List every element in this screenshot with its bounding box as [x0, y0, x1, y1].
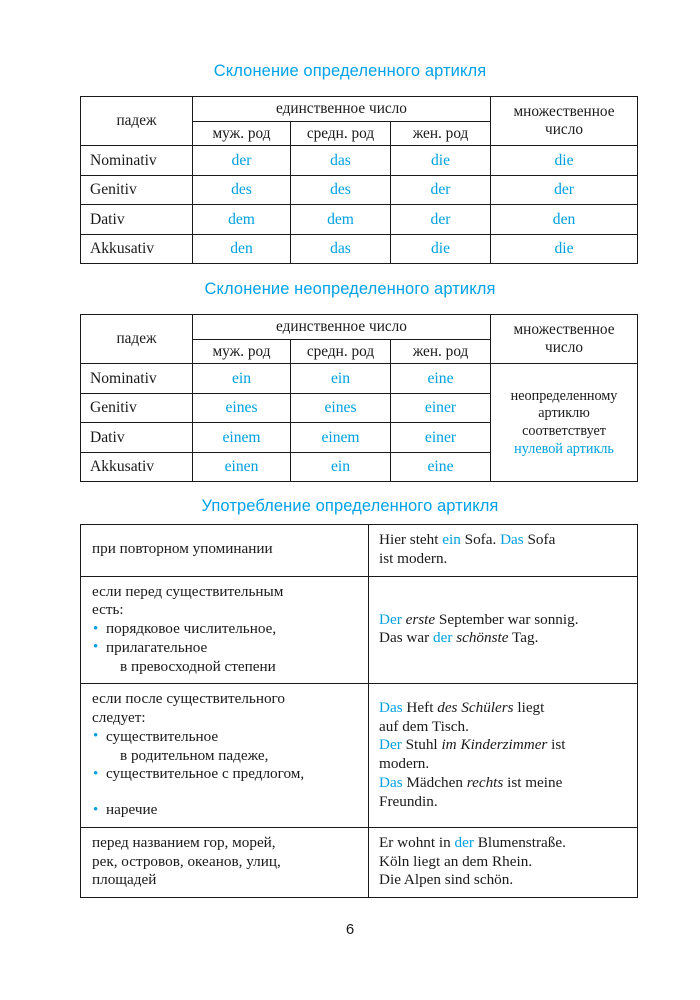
- example-fragment-highlight: der: [432, 629, 453, 647]
- article-feminine: der: [391, 205, 491, 235]
- rule-bullet-list: [92, 728, 359, 820]
- bullet-text: порядковое числительное,: [106, 620, 277, 638]
- rule-bullet-list: [92, 620, 359, 676]
- example-fragment: ist modern.: [379, 549, 448, 567]
- header-masculine: муж. род: [193, 121, 291, 146]
- example-fragment: September war sonnig.: [435, 610, 579, 628]
- list-item: [92, 801, 359, 820]
- bullet-text: существительное с предлогом,: [106, 765, 305, 783]
- example-line: [379, 871, 631, 890]
- article-plural: den: [491, 205, 638, 235]
- article-feminine: eine: [391, 364, 491, 394]
- example-line: [379, 531, 631, 550]
- table-row: [81, 364, 638, 394]
- example-fragment: Sofa: [523, 531, 556, 548]
- usage-example-cell: [369, 827, 638, 897]
- article-masculine: eines: [193, 393, 291, 423]
- article-plural: der: [491, 175, 638, 205]
- article-neuter: ein: [291, 364, 391, 394]
- list-item: [92, 639, 359, 677]
- table-row: [81, 175, 638, 205]
- article-feminine: der: [391, 175, 491, 205]
- example-fragment: Mädchen: [402, 773, 467, 791]
- rule-text-line3: площадей: [92, 871, 157, 889]
- rule-text-line1: перед названием гор, морей,: [92, 833, 276, 851]
- header-singular: единственное число: [193, 97, 491, 122]
- case-label: Akkusativ: [81, 452, 193, 482]
- page-number: 6: [345, 921, 355, 938]
- bullet-text-continuation: в родительном падеже,: [120, 746, 269, 764]
- header-neuter: средн. род: [291, 339, 391, 364]
- example-fragment-italic: rechts: [466, 773, 504, 791]
- article-masculine: des: [193, 175, 291, 205]
- header-plural: [491, 97, 638, 146]
- example-fragment: ist: [547, 736, 566, 754]
- article-neuter: des: [291, 175, 391, 205]
- header-plural-line2: число: [545, 339, 583, 357]
- example-fragment-italic: erste: [405, 610, 436, 628]
- table-row: [81, 205, 638, 235]
- list-item: [92, 728, 359, 766]
- rule-text: при повторном упоминании: [92, 540, 273, 558]
- article-neuter: eines: [291, 393, 391, 423]
- table-row: [81, 576, 638, 684]
- example-line: [379, 793, 631, 812]
- example-fragment: Heft: [402, 698, 438, 716]
- section-title-definite-article: Склонение определенного артикля: [213, 62, 487, 80]
- rule-text-line2: следует:: [92, 709, 146, 727]
- indefinite-article-declension-table: [80, 314, 638, 482]
- example-fragment-highlight: Der: [379, 610, 402, 628]
- article-masculine: einem: [193, 423, 291, 453]
- example-fragment-highlight: Der: [379, 736, 402, 754]
- example-fragment-italic: schönste: [456, 629, 509, 647]
- example-fragment: Freundin.: [379, 792, 438, 810]
- header-plural-line1: множественное: [513, 320, 615, 338]
- definite-article-declension-table: [80, 96, 638, 264]
- header-case: падеж: [81, 97, 193, 146]
- article-neuter: das: [291, 234, 391, 264]
- usage-example-cell: [369, 576, 638, 684]
- section-title-indefinite-article: Склонение неопределенного артикля: [204, 280, 496, 298]
- example-line: [379, 755, 631, 774]
- example-fragment-highlight: Das: [379, 773, 403, 791]
- rule-text-line2: есть:: [92, 601, 124, 619]
- example-fragment: Das war: [379, 629, 433, 647]
- example-line: [379, 853, 631, 872]
- rule-text-line2: рек, островов, океанов, улиц,: [92, 852, 281, 870]
- usage-rule-cell: [81, 576, 369, 684]
- usage-rule-cell: [81, 684, 369, 828]
- article-masculine: einen: [193, 452, 291, 482]
- article-feminine: die: [391, 146, 491, 176]
- example-fragment-italic: des Schülers: [437, 698, 514, 716]
- header-neuter: средн. род: [291, 121, 391, 146]
- example-fragment-highlight: Das: [379, 698, 403, 716]
- section-title-definite-article-usage: Употребление определенного артикля: [201, 497, 499, 515]
- article-neuter: einem: [291, 423, 391, 453]
- example-fragment: Stuhl: [401, 736, 442, 754]
- example-fragment: Blumenstraße.: [473, 833, 566, 851]
- header-plural-line2: число: [545, 121, 583, 139]
- example-fragment: Köln liegt an dem Rhein.: [379, 852, 533, 870]
- example-fragment-highlight: Das: [500, 531, 524, 548]
- header-plural-line1: множественное: [513, 102, 615, 120]
- case-label: Dativ: [81, 423, 193, 453]
- zero-note-line2: артиклю: [538, 405, 590, 422]
- example-line: [379, 834, 631, 853]
- example-fragment-italic: im Kinderzimmer: [441, 736, 548, 754]
- case-label: Genitiv: [81, 393, 193, 423]
- example-line: [379, 629, 631, 648]
- table-row: [81, 827, 638, 897]
- usage-example-cell: [369, 525, 638, 577]
- article-neuter: dem: [291, 205, 391, 235]
- bullet-text-continuation: в превосходной степени: [120, 657, 276, 675]
- bullet-text: наречие: [106, 801, 158, 819]
- example-line: [379, 550, 631, 569]
- zero-note-line4-highlight: нулевой артикль: [514, 440, 614, 457]
- example-fragment: Tag.: [508, 629, 539, 647]
- zero-note-line3: соответствует: [522, 422, 606, 439]
- header-feminine: жен. род: [391, 339, 491, 364]
- example-line: [379, 774, 631, 793]
- definite-article-usage-table: [80, 524, 638, 898]
- example-line: [379, 611, 631, 630]
- table-header-row: [81, 97, 638, 122]
- case-label: Nominativ: [81, 146, 193, 176]
- example-fragment: Sofa.: [460, 531, 501, 548]
- article-feminine: die: [391, 234, 491, 264]
- article-feminine: eine: [391, 452, 491, 482]
- article-feminine: einer: [391, 393, 491, 423]
- example-line: [379, 699, 631, 718]
- example-fragment: ist meine: [503, 773, 563, 791]
- bullet-text: существительное: [106, 727, 219, 745]
- example-fragment: Hier steht: [379, 531, 443, 548]
- table-row: [81, 146, 638, 176]
- rule-text-line1: если после существительного: [92, 690, 285, 708]
- list-item: [92, 620, 359, 639]
- article-masculine: den: [193, 234, 291, 264]
- case-label: Dativ: [81, 205, 193, 235]
- usage-rule-cell: [81, 827, 369, 897]
- list-item: [92, 765, 359, 784]
- example-fragment: modern.: [379, 755, 430, 773]
- article-neuter: das: [291, 146, 391, 176]
- example-fragment: Er wohnt in: [379, 833, 455, 851]
- example-fragment: auf dem Tisch.: [379, 717, 469, 735]
- example-line: [379, 736, 631, 755]
- example-fragment-highlight: ein: [442, 531, 461, 548]
- example-fragment: Die Alpen sind schön.: [379, 871, 514, 889]
- table-row: [81, 234, 638, 264]
- rule-text-line1: если перед существительным: [92, 582, 284, 600]
- header-plural: [491, 315, 638, 364]
- usage-rule-cell: [81, 525, 369, 577]
- article-feminine: einer: [391, 423, 491, 453]
- example-fragment-highlight: der: [454, 833, 474, 851]
- article-masculine: der: [193, 146, 291, 176]
- article-neuter: ein: [291, 452, 391, 482]
- case-label: Nominativ: [81, 364, 193, 394]
- article-masculine: ein: [193, 364, 291, 394]
- zero-note-line1: неопределенному: [510, 387, 618, 404]
- example-fragment: liegt: [513, 698, 545, 716]
- article-masculine: dem: [193, 205, 291, 235]
- header-feminine: жен. род: [391, 121, 491, 146]
- header-case: падеж: [81, 315, 193, 364]
- plural-zero-article-note: [491, 364, 638, 482]
- case-label: Genitiv: [81, 175, 193, 205]
- usage-example-cell: [369, 684, 638, 828]
- table-row: [81, 684, 638, 828]
- header-singular: единственное число: [193, 315, 491, 340]
- table-header-row: [81, 315, 638, 340]
- article-plural: die: [491, 234, 638, 264]
- header-masculine: муж. род: [193, 339, 291, 364]
- bullet-text: прилагательное: [106, 638, 208, 656]
- table-row: [81, 525, 638, 577]
- case-label: Akkusativ: [81, 234, 193, 264]
- example-line: [379, 718, 631, 737]
- article-plural: die: [491, 146, 638, 176]
